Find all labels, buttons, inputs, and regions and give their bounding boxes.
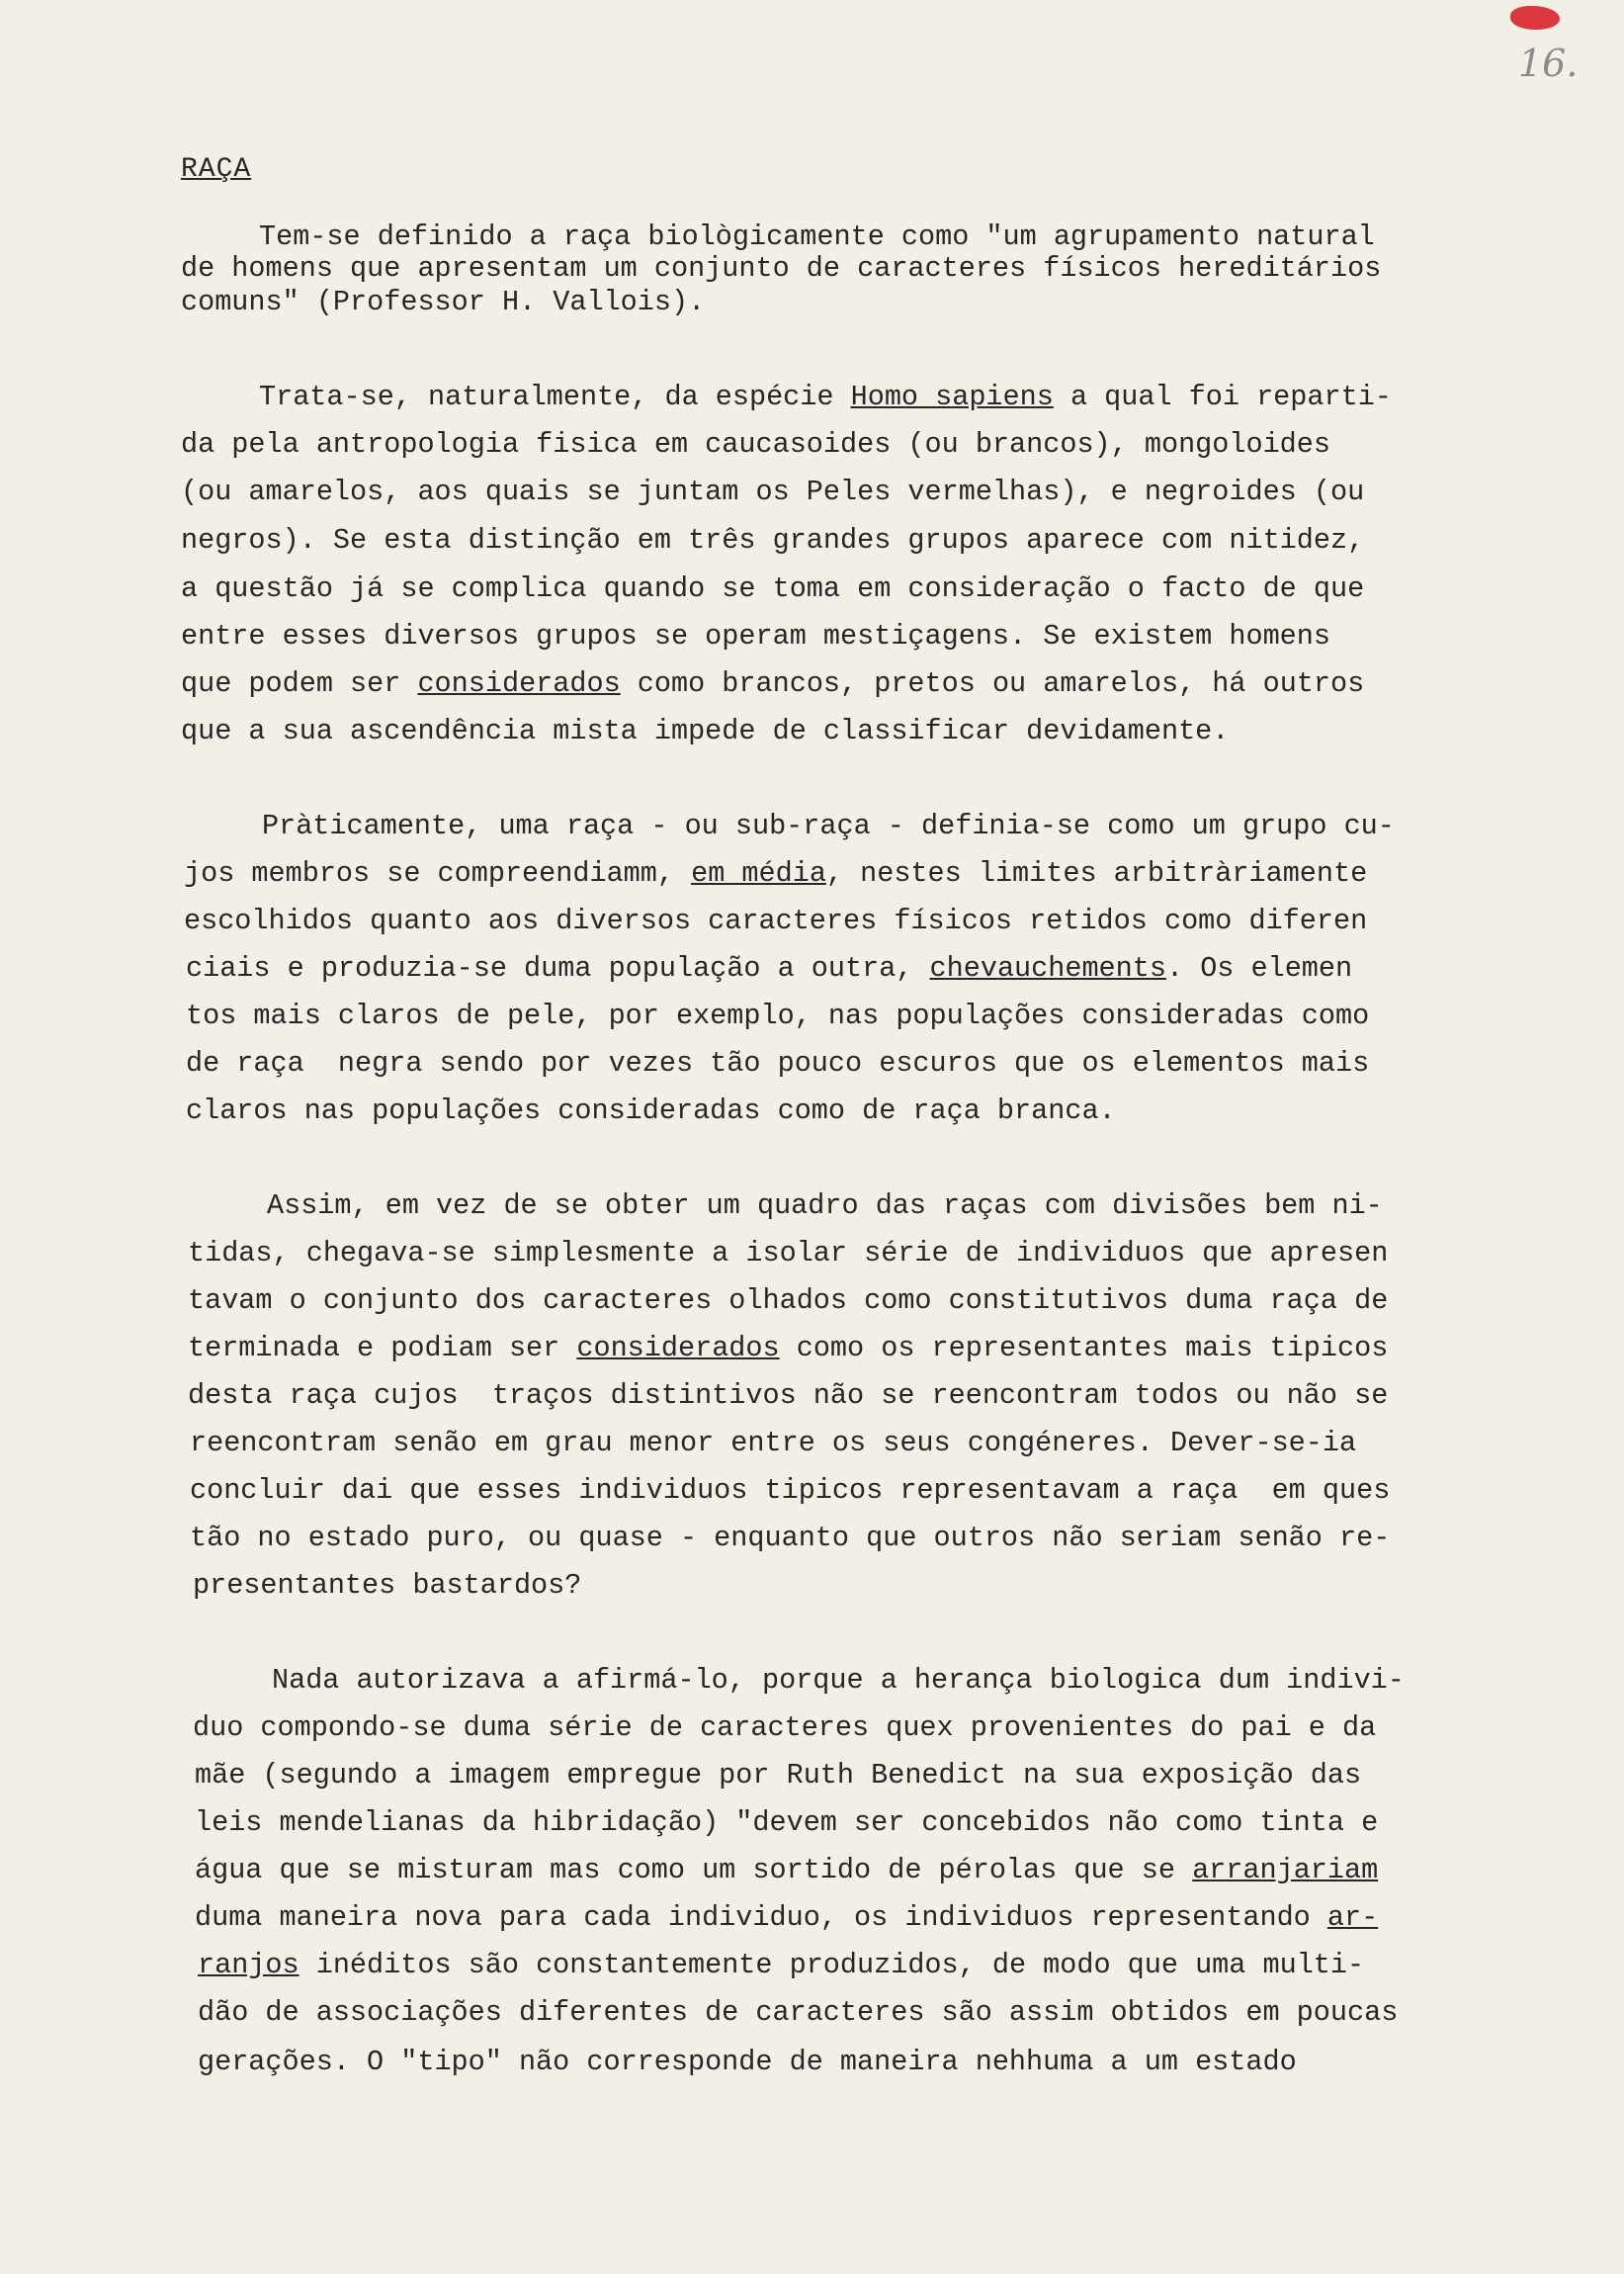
- text-line: entre esses diversos grupos se operam mestiçagens. Se existem homens: [181, 620, 1330, 653]
- text-line: ciais e produzia-se duma população a outra, chevauchements. Os elemen: [186, 952, 1353, 985]
- text-line: concluir dai que esses individuos tipicos representavam a raça em ques: [190, 1474, 1391, 1507]
- underlined-term: ar-: [1326, 1901, 1379, 1934]
- text-line: comuns" (Professor H. Vallois).: [181, 286, 706, 318]
- text-line: tão no estado puro, ou quase - enquanto que outros não seriam senão re-: [190, 1522, 1391, 1554]
- underlined-term: ranjos: [198, 1949, 299, 1981]
- text-line: (ou amarelos, aos quais se juntam os Peles vermelhas), e negroides (ou: [181, 476, 1365, 508]
- text-line: presentantes bastardos?: [193, 1569, 582, 1602]
- text-line: terminada e podiam ser considerados como os representantes mais tipicos: [188, 1332, 1389, 1364]
- text-line: negros). Se esta distinção em três grandes grupos aparece com nitidez,: [181, 524, 1365, 557]
- underlined-term: Homo sapiens: [850, 381, 1054, 413]
- text-line: de homens que apresentam um conjunto de caracteres físicos hereditários: [181, 252, 1382, 285]
- section-heading: RAÇA: [181, 154, 252, 185]
- text-line: que a sua ascendência mista impede de classificar devidamente.: [181, 715, 1230, 747]
- underlined-term: considerados: [576, 1332, 780, 1364]
- text-line: tos mais claros de pele, por exemplo, nas populações consideradas como: [186, 1000, 1370, 1032]
- underlined-term: em média: [691, 857, 826, 890]
- text-line: dão de associações diferentes de caracteres são assim obtidos em poucas: [198, 1996, 1399, 2029]
- text-line: duma maneira nova para cada individuo, os individuos representando ar-: [195, 1901, 1379, 1934]
- underlined-term: arranjariam: [1192, 1854, 1379, 1886]
- text-line: da pela antropologia fisica em caucasoides (ou brancos), mongoloides: [181, 428, 1330, 461]
- text-line: Pràticamente, uma raça - ou sub-raça - definia-se como um grupo cu-: [262, 810, 1395, 842]
- text-line: Trata-se, naturalmente, da espécie Homo sapiens a qual foi reparti-: [259, 381, 1392, 413]
- text-line: escolhidos quanto aos diversos caracteres físicos retidos como diferen: [184, 905, 1368, 937]
- text-line: jos membros se compreendiamm, em média, nestes limites arbitràriamente: [184, 857, 1368, 890]
- text-line: gerações. O "tipo" não corresponde de maneira nehhuma a um estado: [198, 2046, 1297, 2078]
- text-line: que podem ser considerados como brancos, pretos ou amarelos, há outros: [181, 667, 1365, 700]
- underlined-term: considerados: [417, 667, 621, 700]
- text-line: ranjos inéditos são constantemente produzidos, de modo que uma multi-: [198, 1949, 1365, 1981]
- underlined-term: chevauchements: [929, 952, 1166, 985]
- text-line: Nada autorizava a afirmá-lo, porque a herança biologica dum indivi-: [272, 1664, 1405, 1697]
- text-line: desta raça cujos traços distintivos não se reencontram todos ou não se: [188, 1379, 1389, 1412]
- text-line: claros nas populações consideradas como de raça branca.: [186, 1094, 1116, 1127]
- text-line: mãe (segundo a imagem empregue por Ruth Benedict na sua exposição das: [195, 1759, 1362, 1792]
- text-line: Tem-se definido a raça biològicamente como "um agrupamento natural: [259, 220, 1375, 253]
- text-line: duo compondo-se duma série de caracteres quex provenientes do pai e da: [193, 1711, 1377, 1744]
- red-ink-mark: [1510, 6, 1560, 30]
- text-line: tidas, chegava-se simplesmente a isolar série de individuos que apresen: [188, 1237, 1389, 1269]
- text-line: leis mendelianas da hibridação) "devem ser concebidos não como tinta e: [195, 1806, 1379, 1839]
- text-line: de raça negra sendo por vezes tão pouco escuros que os elementos mais: [186, 1047, 1370, 1080]
- text-line: água que se misturam mas como um sortido de pérolas que se arranjariam: [195, 1854, 1379, 1886]
- page-number: 16.: [1518, 42, 1579, 85]
- text-line: Assim, em vez de se obter um quadro das raças com divisões bem ni-: [267, 1189, 1383, 1222]
- text-line: a questão já se complica quando se toma em consideração o facto de que: [181, 572, 1365, 605]
- text-line: reencontram senão em grau menor entre os seus congéneres. Dever-se-ia: [190, 1427, 1357, 1459]
- text-line: tavam o conjunto dos caracteres olhados como constitutivos duma raça de: [188, 1284, 1389, 1317]
